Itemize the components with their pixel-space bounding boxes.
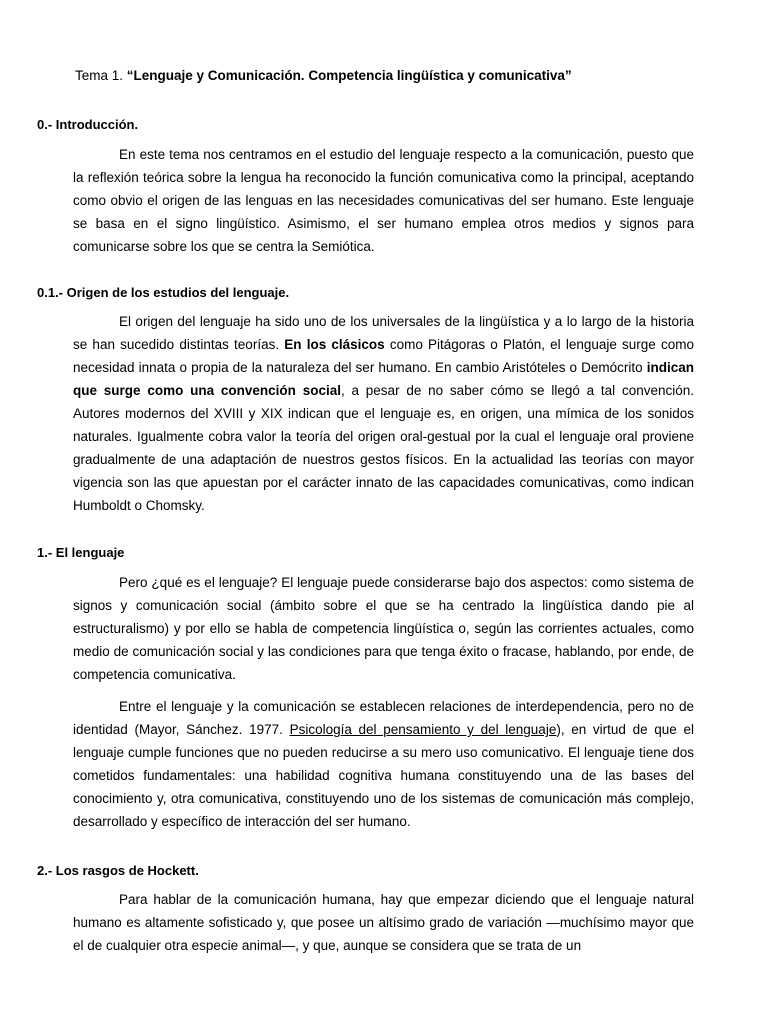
paragraph-hockett: Para hablar de la comunicación humana, hay que empezar diciendo que el lenguaje natural humano es altamente sofisticado y, que posee un altísimo grado de variación —muchísimo mayor que el de cualquier otra especie animal—, y que, aunque se considera que se trata de un: [73, 892, 694, 953]
origen-bold-convencion: indican que surge como una convención social: [73, 360, 694, 398]
title-main: “Lenguaje y Comunicación. Competencia lingüística y comunicativa”: [126, 68, 572, 83]
lenguaje-text-2: ), en virtud de que el lenguaje cumple funciones que no pueden reducirse a su mero uso comunicativo. El lenguaje tiene dos cometidos fundamentales: una habilidad cognitiva humana constituyendo una de las bases del conocimiento y, otra comunicativa, constituyendo uno de los sistemas de comunicación más complejo, desarrollado y específico de interacción del ser humano.: [73, 722, 694, 829]
paragraph-lenguaje-1: Pero ¿qué es el lenguaje? El lenguaje puede considerarse bajo dos aspectos: como sistema de signos y comunicación social (ámbito sobre el que se ha centrado la lingüística dando pie al estructuralismo) y por ello se habla de competencia lingüística o, según las corrientes actuales, como medio de comunicación social y las condiciones para que tenga éxito o fracase, hablando, por ende, de competencia comunicativa.: [73, 575, 694, 682]
document-title: [75, 68, 572, 83]
title-prefix: Tema 1.: [75, 68, 127, 83]
origen-text-2: como Pitágoras o Platón, el lenguaje surge como necesidad innata o propia de la naturaleza del ser humano. En cambio Aristóteles o Demócrito: [73, 337, 695, 375]
origen-text-3: , a pesar de no saber cómo se llegó a tal convención. Autores modernos del XVIII y XIX indican que el lenguaje es, en origen, una mímica de los sonidos naturales. Igualmente cobra valor la teoría del origen oral-gestual por la cual el lenguaje oral proviene gradualmente de una adaptación de nuestros gestos físicos. En la actualidad las teorías con mayor vigencia son las que apuestan por el carácter innato de las capacidades comunicativas, como indican Humboldt o Chomsky.: [73, 383, 694, 513]
lenguaje-text-1: Entre el lenguaje y la comunicación se establecen relaciones de interdependencia, pero no de identidad (Mayor, Sánchez. 1977.: [73, 699, 694, 737]
origen-text-1: El origen del lenguaje ha sido uno de los universales de la lingüística y a lo largo de la historia se han sucedido distintas teorías.: [73, 314, 694, 352]
heading-origen: 0.1.- Origen de los estudios del lenguaje.: [37, 285, 290, 300]
paragraph-introduccion: En este tema nos centramos en el estudio del lenguaje respecto a la comunicación, puesto que la reflexión teórica sobre la lengua ha reconocido la función comunicativa como la principal, aceptando como obvio el origen de las lenguas en las necesidades comunicativas del ser humano. Este lenguaje se basa en el signo lingüístico. Asimismo, el ser humano emplea otros medios y signos para comunicarse sobre los que se centra la Semiótica.: [73, 147, 694, 254]
heading-el-lenguaje: 1.- El lenguaje: [37, 545, 125, 560]
heading-hockett: 2.- Los rasgos de Hockett.: [37, 863, 199, 878]
paragraph-lenguaje-2: [73, 695, 694, 833]
origen-bold-clasicos: En los clásicos: [284, 337, 385, 352]
heading-introduccion: 0.- Introducción.: [37, 117, 139, 132]
paragraph-origen: [73, 310, 694, 517]
book-title-reference: Psicología del pensamiento y del lenguaje: [289, 722, 557, 737]
